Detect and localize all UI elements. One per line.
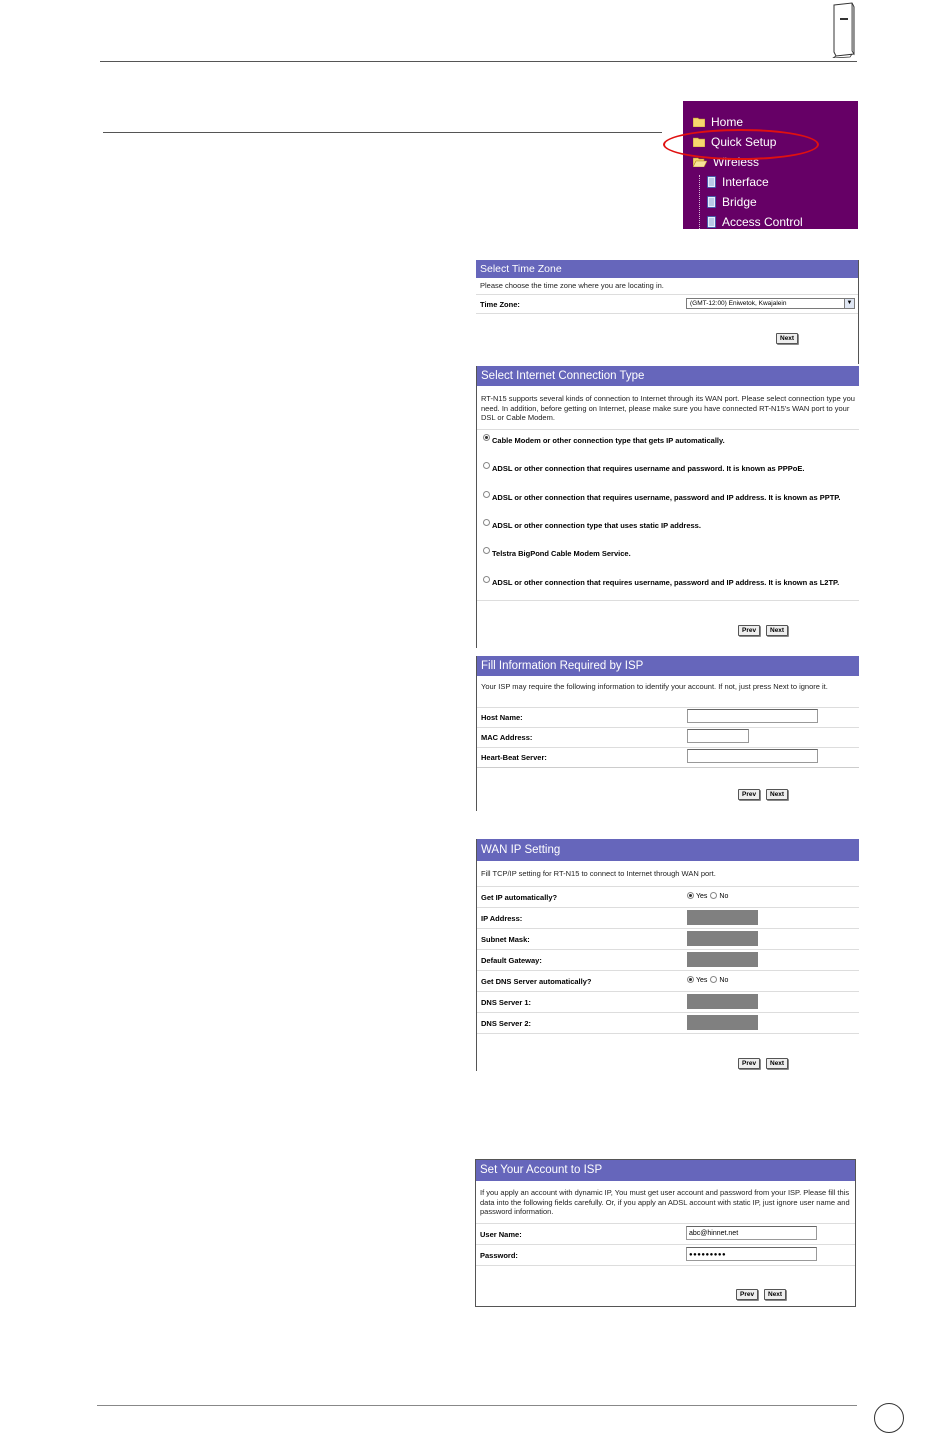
panel-description: If you apply an account with dynamic IP, You must get user account and password from your ISP. Please fill this data into the following fields carefully. Or, if you apply an ADSL account with static IP, just ignore user name and password information. xyxy=(480,1188,850,1216)
panel-description: Your ISP may require the following information to identify your account. If not, just press Next to ignore it. xyxy=(481,682,828,691)
isp-info-panel xyxy=(476,656,859,811)
radio-button[interactable] xyxy=(483,576,490,583)
dns2-input[interactable] xyxy=(687,1015,758,1030)
isp-account-panel xyxy=(475,1159,856,1307)
option-label: Cable Modem or other connection type that gets IP automatically. xyxy=(492,436,725,445)
section-rule xyxy=(103,132,662,133)
yes-label: Yes xyxy=(696,977,708,984)
user-name-row xyxy=(476,1223,855,1244)
prev-button[interactable]: Prev xyxy=(738,625,760,636)
time-zone-label: Time Zone: xyxy=(480,300,520,309)
mac-address-input[interactable] xyxy=(687,729,749,743)
menu-item-label: Home xyxy=(711,115,744,129)
option-label: Telstra BigPond Cable Modem Service. xyxy=(492,549,631,558)
password-label: Password: xyxy=(480,1251,518,1260)
no-label: No xyxy=(719,977,729,984)
radio-button[interactable] xyxy=(483,547,490,554)
radio-button[interactable] xyxy=(483,491,490,498)
option-dhcp[interactable] xyxy=(483,436,725,445)
host-name-label: Host Name: xyxy=(481,713,523,722)
option-label: ADSL or other connection that requires username, password and IP address. It is known as PPTP. xyxy=(492,493,841,502)
user-name-label: User Name: xyxy=(480,1230,522,1239)
page-icon xyxy=(707,176,716,188)
next-button[interactable]: Next xyxy=(766,789,788,800)
button-row xyxy=(477,1033,859,1074)
folder-icon xyxy=(693,117,705,127)
yes-label: Yes xyxy=(696,893,708,900)
menu-item-home[interactable] xyxy=(693,115,743,129)
option-pppoe[interactable] xyxy=(483,464,804,473)
option-label: ADSL or other connection that requires username and password. It is known as PPPoE. xyxy=(492,464,805,473)
page-icon xyxy=(707,196,716,208)
heartbeat-input[interactable] xyxy=(687,749,818,763)
menu-item-access-control[interactable] xyxy=(707,215,803,229)
ip-address-label: IP Address: xyxy=(481,914,523,923)
prev-button[interactable]: Prev xyxy=(738,1058,760,1069)
get-dns-row xyxy=(477,970,859,991)
button-row xyxy=(476,313,858,360)
option-pptp[interactable] xyxy=(483,493,840,502)
password-input[interactable]: ●●●●●●●●● xyxy=(686,1247,817,1261)
dns2-label: DNS Server 2: xyxy=(481,1019,532,1028)
option-l2tp[interactable] xyxy=(483,578,839,587)
menu-item-label: Quick Setup xyxy=(711,135,777,149)
menu-item-label: Bridge xyxy=(722,195,757,209)
options-area xyxy=(477,429,859,600)
get-dns-label: Get DNS Server automatically? xyxy=(481,977,592,986)
get-ip-label: Get IP automatically? xyxy=(481,893,558,902)
menu-item-label: Wireless xyxy=(713,155,760,169)
panel-description: Fill TCP/IP setting for RT-N15 to connect to Internet through WAN port. xyxy=(481,869,716,878)
ip-address-input[interactable] xyxy=(687,910,758,925)
highlight-oval xyxy=(663,129,819,160)
subnet-mask-label: Subnet Mask: xyxy=(481,935,530,944)
button-row xyxy=(477,600,859,646)
default-gateway-row xyxy=(477,949,859,970)
heartbeat-row xyxy=(477,747,859,767)
default-gateway-input[interactable] xyxy=(687,952,758,967)
menu-item-bridge[interactable] xyxy=(707,195,757,209)
menu-item-interface[interactable] xyxy=(707,175,769,189)
subnet-mask-row xyxy=(477,928,859,949)
no-label: No xyxy=(719,893,729,900)
dns1-label: DNS Server 1: xyxy=(481,998,532,1007)
menu-item-label: Access Control xyxy=(722,215,803,229)
dns2-row xyxy=(477,1012,859,1033)
mac-address-row xyxy=(477,727,859,747)
password-row xyxy=(476,1244,855,1265)
router-icon xyxy=(826,2,858,58)
dns1-row xyxy=(477,991,859,1012)
wan-ip-panel xyxy=(476,839,859,1071)
user-name-input[interactable]: abc@hinnet.net xyxy=(686,1226,817,1240)
folder-open-icon xyxy=(693,157,707,167)
subnet-mask-input[interactable] xyxy=(687,931,758,946)
button-row xyxy=(477,767,859,810)
time-zone-row xyxy=(476,294,858,313)
default-gateway-label: Default Gateway: xyxy=(481,956,542,965)
next-button[interactable]: Next xyxy=(764,1289,786,1300)
page-number-circle xyxy=(874,1403,904,1433)
nav-menu xyxy=(683,101,858,229)
host-name-input[interactable] xyxy=(687,709,818,723)
get-dns-radio-group xyxy=(687,977,728,984)
time-zone-panel xyxy=(476,260,859,364)
page-icon xyxy=(707,216,716,228)
get-ip-radio-group xyxy=(687,893,728,900)
menu-tree-line xyxy=(699,175,700,229)
panel-description: RT-N15 supports several kinds of connection to Internet through its WAN port. Please select connection type you need. In addition, before getting on Internet, please make sure you have connected RT-N15's WAN port to your DSL or Cable Modem. xyxy=(481,394,855,422)
ip-address-row xyxy=(477,907,859,928)
radio-button[interactable] xyxy=(483,434,490,441)
option-static[interactable] xyxy=(483,521,701,530)
dns1-input[interactable] xyxy=(687,994,758,1009)
connection-type-panel xyxy=(476,366,859,648)
panel-title: Select Internet Connection Type xyxy=(477,366,859,386)
footer-rule xyxy=(97,1405,857,1406)
time-zone-select[interactable] xyxy=(686,298,855,309)
header-rule xyxy=(100,61,857,62)
button-row xyxy=(476,1265,855,1308)
option-label: ADSL or other connection type that uses static IP address. xyxy=(492,521,701,530)
radio-button[interactable] xyxy=(483,462,490,469)
radio-no[interactable] xyxy=(710,976,717,983)
prev-button[interactable]: Prev xyxy=(736,1289,758,1300)
panel-description: Please choose the time zone where you are locating in. xyxy=(480,281,664,290)
host-name-row xyxy=(477,707,859,727)
get-ip-row xyxy=(477,886,859,907)
chevron-down-icon: ▼ xyxy=(844,299,854,308)
menu-item-label: Interface xyxy=(722,175,769,189)
next-button[interactable]: Next xyxy=(776,333,798,344)
panel-title: Select Time Zone xyxy=(476,260,858,278)
mac-address-label: MAC Address: xyxy=(481,733,533,742)
radio-no[interactable] xyxy=(710,892,717,899)
panel-title: Set Your Account to ISP xyxy=(476,1160,855,1181)
panel-title: WAN IP Setting xyxy=(477,839,859,861)
panel-title: Fill Information Required by ISP xyxy=(477,656,859,676)
heartbeat-label: Heart-Beat Server: xyxy=(481,753,547,762)
next-button[interactable]: Next xyxy=(766,625,788,636)
radio-button[interactable] xyxy=(483,519,490,526)
prev-button[interactable]: Prev xyxy=(738,789,760,800)
option-bigpond[interactable] xyxy=(483,549,631,558)
radio-yes[interactable] xyxy=(687,976,694,983)
option-label: ADSL or other connection that requires username, password and IP address. It is known as L2TP. xyxy=(492,578,840,587)
next-button[interactable]: Next xyxy=(766,1058,788,1069)
time-zone-value: (GMT-12:00) Eniwetok, Kwajalein xyxy=(690,300,787,307)
radio-yes[interactable] xyxy=(687,892,694,899)
